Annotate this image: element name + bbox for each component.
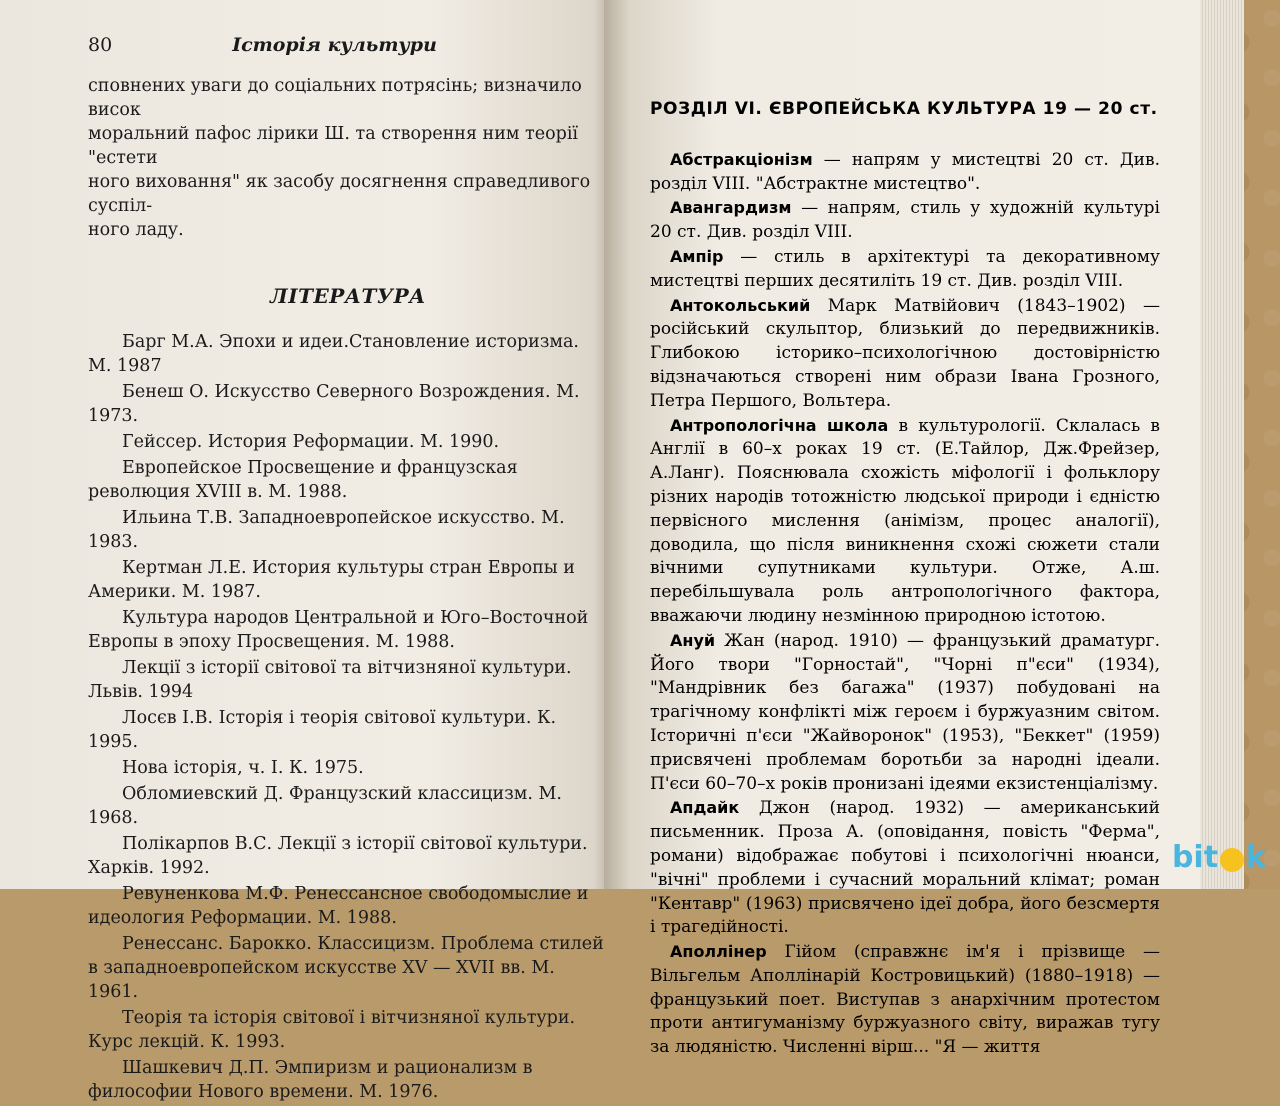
entry-text: Марк Матвійович (1843–1902) — російський скульптор, близький до передвижників. Глибокою історико–психологічною достовірністю відзначаються створені ним образи Івана Грозного, Петра Першого, Вольтера. (650, 295, 1160, 411)
reference-item: Полікарпов В.С. Лекції з історії світової культури. Харків. 1992. (88, 834, 588, 878)
reference-item: Лосєв І.В. Історія і теорія світової культури. К. 1995. (88, 708, 557, 752)
entry-term: Антропологічна школа (670, 415, 889, 435)
entry-text: Джон (народ. 1932) — американський письменник. Проза А. (оповідання, повість "Ферма", романи) відображає побутові і психологічні нюанси, "вічні" проблеми і сучасний моральний клімат; роман "Кентавр" (1963) присвячено ідеї добра, його безсмертя і трагедійності. (650, 798, 1160, 938)
literature-heading: ЛІТЕРАТУРА (270, 284, 426, 308)
entry-text: Жан (народ. 1910) — французький драматург. Його твори "Горностай", "Чорні п"єси" (1934), "Мандрівник без багажа" (1937) побудовані на трагічному конфлікті між героєм і буржуазним світом. Історичні п'єси "Жайворонок" (1953), "Беккет" (1959) присвячені проблемам боротьби за народні ідеали. П'єси 60–70–х років пронизані ідеями екзистенціалізму. (650, 630, 1160, 794)
left-page-header (88, 34, 588, 56)
reference-item: Шашкевич Д.П. Эмпиризм и рационализм в философии Нового времени. М. 1976. (88, 1058, 533, 1102)
entry-term: Апдайк (670, 798, 740, 818)
reference-item: Ревуненкова М.Ф. Ренессансное свободомыслие и идеология Реформации. М. 1988. (88, 884, 589, 928)
site-watermark-logo (1172, 840, 1266, 875)
entry-term: Ануй (670, 630, 716, 650)
reference-item: Обломиевский Д. Французский классицизм. М. 1968. (88, 784, 562, 828)
entry-text: в культурології. Склалась в Англії в 60–х роках 19 ст. (Е.Тайлор, Дж.Фрейзер, А.Ланг). Пояснювала схожість міфології і фольклору різних народів тотожністю людської природи і єдністю первісного мислення (анімізм, процес аналогії), доводила, що після виникнення схожі сюжети стали вічними супутниками культури. Отже, А.ш. перебільшувала роль антропологічного фактора, вважаючи людину незмінною природною істотою. (650, 415, 1160, 626)
reference-item: Лекції з історії світової та вітчизняної культури. Львів. 1994 (88, 658, 572, 702)
reference-item: Ильина Т.В. Западноевропейское искусство. М. 1983. (88, 508, 565, 552)
watermark-text-b: k (1246, 840, 1266, 875)
reference-item: Культура народов Центральной и Юго–Восточной Европы в эпоху Просвещения. М. 1988. (88, 608, 589, 652)
reference-item: Европейское Просвещение и французская революция XVIII в. М. 1988. (88, 458, 518, 502)
reference-item: Гейссер. История Реформации. М. 1990. (122, 432, 500, 452)
intro-line: сповнених уваги до соціальних потрясінь; визначило висок (88, 76, 582, 120)
reference-item: Теорія та історія світової і вітчизняної культури. Курс лекцій. К. 1993. (88, 1008, 576, 1052)
page-number: 80 (88, 34, 113, 56)
glossary-entry (650, 629, 1160, 797)
watermark-text-a: bit (1171, 840, 1219, 875)
reference-item: Кертман Л.Е. История культуры стран Европы и Америки. М. 1987. (88, 558, 575, 602)
intro-line: ного ладу. (88, 220, 184, 240)
entry-term: Аполлінер (670, 942, 767, 962)
reference-item: Нова історія, ч. I. К. 1975. (122, 758, 364, 778)
smiley-icon (1220, 848, 1244, 872)
glossary-entry (650, 294, 1160, 414)
reference-item: Барг М.А. Эпохи и идеи.Становление историзма. М. 1987 (88, 332, 579, 376)
entry-term: Антокольський (670, 295, 811, 315)
running-title: Історія культури (232, 34, 437, 56)
glossary-entry (650, 196, 1160, 245)
intro-line: ного виховання" як засобу досягнення справедливого суспіл- (88, 172, 591, 216)
glossary-entry (650, 245, 1160, 294)
entry-term: Ампір (670, 246, 724, 266)
entry-term: Абстракціонізм (670, 149, 813, 169)
entry-text: — напрям, стиль у художній культурі 20 ст. Див. розділ VIII. (650, 198, 1160, 243)
right-page-body (650, 98, 1160, 1060)
entry-term: Авангардизм (670, 198, 792, 218)
glossary-entry (650, 148, 1160, 197)
section-heading: РОЗДІЛ VI. ЄВРОПЕЙСЬКА КУЛЬТУРА 19 — 20 ст. (650, 99, 1158, 119)
glossary-entry (650, 796, 1160, 940)
glossary-entry (650, 414, 1160, 629)
entry-text: — напрям у мистецтві 20 ст. Див. розділ VIII. "Абстрактне мистецтво". (650, 149, 1160, 194)
page-edges (1200, 0, 1244, 889)
entry-text: Гійом (справжнє ім'я і прізвище — Вільгельм Аполлінарій Костровицький) (1880–1918) — французький поет. Виступав з анархічним протестом проти антигуманізму буржуазного світу, виражав тугу за людяністю. Численні вірш... "Я — життя (650, 942, 1160, 1058)
entry-text: — стиль в архітектурі та декоративному мистецтві перших десятиліть 19 ст. Див. розділ VIII. (650, 246, 1160, 291)
reference-item: Ренессанс. Барокко. Классицизм. Проблема стилей в западноевропейском искусстве XV — XVII вв. М. 1961. (88, 934, 604, 1002)
left-page (0, 0, 612, 1102)
intro-line: моральний пафос лірики Ш. та створення ним теорії "естети (88, 124, 579, 168)
reference-item: Бенеш О. Искусство Северного Возрождения. М. 1973. (88, 382, 580, 426)
left-page-body (88, 74, 608, 1106)
glossary-entry (650, 940, 1160, 1060)
